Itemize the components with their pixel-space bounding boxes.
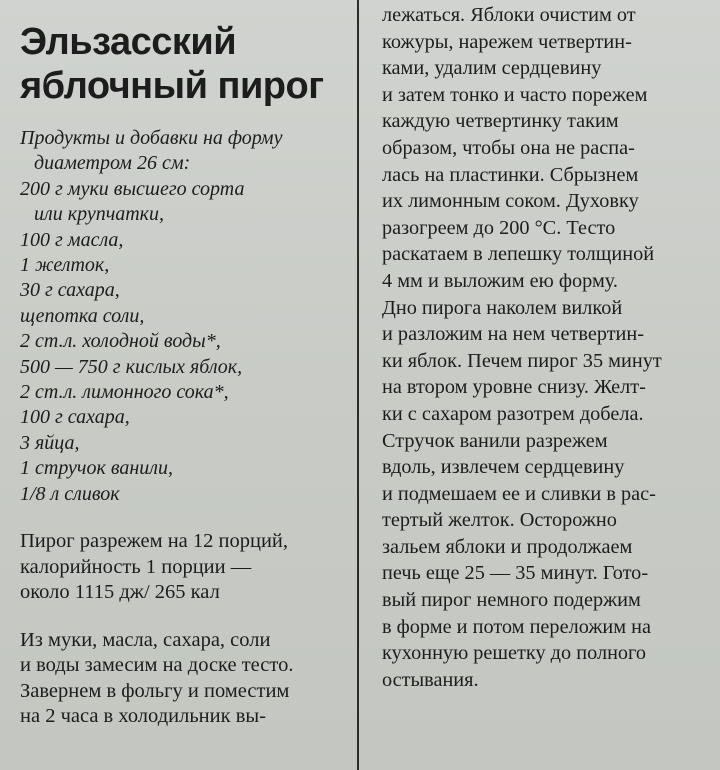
- method-line: их лимонным соком. Духовку: [382, 190, 639, 213]
- method-line: на втором уровне снизу. Желт-: [382, 376, 646, 399]
- method-text-left: [20, 628, 350, 730]
- method-text-right: [382, 2, 716, 693]
- column-divider: [357, 0, 359, 770]
- method-line: Завернем в фольгу и поместим: [20, 679, 290, 702]
- method-line: и воды замесим на доске тесто.: [20, 654, 294, 677]
- method-line: каждую четвертинку таким: [382, 110, 619, 133]
- method-line: кожуры, нарежем четвертин-: [382, 30, 632, 53]
- method-line: тертый желток. Осторожно: [382, 509, 617, 532]
- left-column: [20, 20, 350, 730]
- servings-line: калорийность 1 порции —: [20, 555, 252, 578]
- method-line: Из муки, масла, сахара, соли: [20, 628, 271, 651]
- servings-line: Пирог разрежем на 12 порций,: [20, 530, 289, 553]
- method-line: ками, удалим сердцевину: [382, 57, 602, 80]
- method-line: Стручок ванили разрежем: [382, 429, 608, 452]
- method-line: печь еще 25 — 35 минут. Гото-: [382, 562, 649, 585]
- ingredient-line: или крупчатки,: [34, 203, 165, 226]
- method-line: и затем тонко и часто порежем: [382, 83, 648, 106]
- ingredient-line: 2 ст.л. холодной воды*,: [20, 330, 221, 353]
- method-line: раскатаем в лепешку толщиной: [382, 243, 655, 266]
- ingredients-list: [20, 126, 350, 507]
- ingredient-line: 500 — 750 г кислых яблок,: [20, 355, 243, 378]
- method-line: лась на пластинки. Сбрызнем: [382, 163, 639, 186]
- right-column: [382, 2, 716, 693]
- method-line: лежаться. Яблоки очистим от: [382, 4, 636, 26]
- recipe-title: [20, 20, 350, 108]
- method-line: зальем яблоки и продолжаем: [382, 535, 633, 558]
- recipe-title-line: Эльзасский: [20, 21, 237, 63]
- method-line: образом, чтобы она не распа-: [382, 136, 635, 159]
- ingredient-line: 3 яйца,: [20, 431, 80, 454]
- method-line: в форме и потом переложим на: [382, 615, 651, 638]
- ingredients-intro-line: диаметром 26 см:: [34, 152, 191, 175]
- method-line: на 2 часа в холодильник вы-: [20, 705, 266, 728]
- ingredient-line: 1/8 л сливок: [20, 482, 120, 505]
- recipe-title-line: яблочный пирог: [20, 65, 324, 107]
- method-line: ки яблок. Печем пирог 35 минут: [382, 349, 662, 372]
- ingredient-line: 1 желток,: [20, 254, 110, 277]
- method-line: и разложим на нем четвертин-: [382, 323, 645, 346]
- ingredients-intro-line: Продукты и добавки на форму: [20, 127, 283, 149]
- servings-line: около 1115 дж/ 265 кал: [20, 581, 220, 604]
- method-line: Дно пирога наколем вилкой: [382, 296, 623, 319]
- method-line: вдоль, извлечем сердцевину: [382, 456, 625, 479]
- method-line: 4 мм и выложим ею форму.: [382, 269, 618, 292]
- method-line: кухонную решетку до полного: [382, 642, 647, 665]
- ingredient-line: 100 г сахара,: [20, 406, 130, 429]
- method-line: вый пирог немного подержим: [382, 589, 641, 612]
- ingredient-line: 200 г муки высшего сорта: [20, 177, 245, 200]
- method-line: и подмешаем ее и сливки в рас-: [382, 482, 656, 505]
- ingredient-line: 30 г сахара,: [20, 279, 120, 302]
- method-line: остывания.: [382, 668, 479, 691]
- ingredient-line: щепотка соли,: [20, 304, 145, 327]
- ingredient-line: 100 г масла,: [20, 228, 124, 251]
- servings-info: [20, 529, 350, 606]
- method-line: разогреем до 200 °С. Тесто: [382, 216, 616, 239]
- ingredient-line: 2 ст.л. лимонного сока*,: [20, 381, 229, 404]
- ingredient-line: 1 стручок ванили,: [20, 457, 174, 480]
- method-line: ки с сахаром разотрем добела.: [382, 402, 644, 425]
